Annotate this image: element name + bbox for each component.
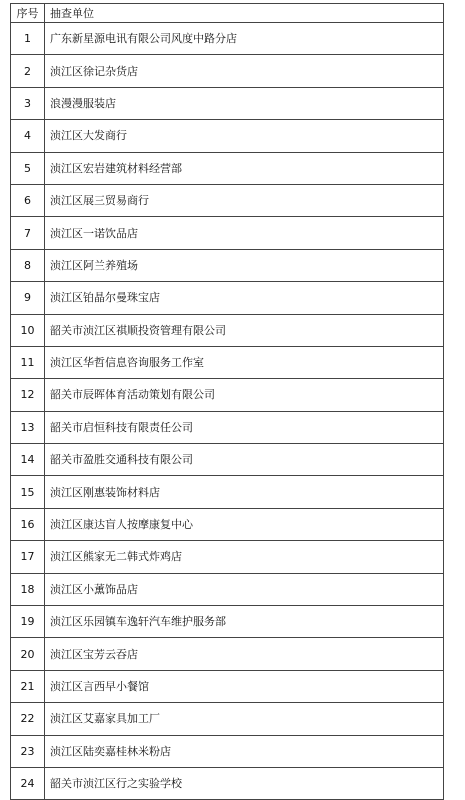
serial-number-cell: 1 (11, 23, 45, 55)
inspected-unit-cell: 浈江区刚惠装饰材料店 (45, 476, 444, 508)
serial-number-cell: 13 (11, 411, 45, 443)
serial-number-cell: 22 (11, 703, 45, 735)
inspected-unit-cell: 浈江区艾嘉家具加工厂 (45, 703, 444, 735)
table-row (11, 541, 444, 573)
table-row (11, 152, 444, 184)
table-row (11, 379, 444, 411)
serial-number-cell: 14 (11, 444, 45, 476)
inspected-unit-cell: 韶关市启恒科技有限责任公司 (45, 411, 444, 443)
table-row (11, 573, 444, 605)
serial-number-cell: 9 (11, 282, 45, 314)
inspected-unit-cell: 浈江区一诺饮品店 (45, 217, 444, 249)
serial-number-cell: 15 (11, 476, 45, 508)
serial-number-cell: 3 (11, 87, 45, 119)
table-row (11, 411, 444, 443)
serial-number-cell: 10 (11, 314, 45, 346)
serial-number-cell: 11 (11, 346, 45, 378)
table-row (11, 444, 444, 476)
table-row (11, 249, 444, 281)
inspected-unit-cell: 浈江区阿兰养殖场 (45, 249, 444, 281)
serial-number-cell: 5 (11, 152, 45, 184)
serial-number-cell: 23 (11, 735, 45, 767)
inspected-unit-cell: 浈江区陆奕嘉桂林米粉店 (45, 735, 444, 767)
table-row (11, 314, 444, 346)
table-header-row (11, 4, 444, 23)
table-row (11, 217, 444, 249)
table-row (11, 120, 444, 152)
inspected-unit-cell: 浈江区华哲信息咨询服务工作室 (45, 346, 444, 378)
serial-number-cell: 24 (11, 767, 45, 799)
header-serial-number: 序号 (11, 4, 45, 23)
table-row (11, 638, 444, 670)
serial-number-cell: 18 (11, 573, 45, 605)
serial-number-cell: 12 (11, 379, 45, 411)
inspection-table (10, 3, 444, 800)
inspected-unit-cell: 浈江区康达盲人按摩康复中心 (45, 508, 444, 540)
serial-number-cell: 20 (11, 638, 45, 670)
inspected-unit-cell: 浈江区展三贸易商行 (45, 184, 444, 216)
inspected-unit-cell: 韶关市辰晖体育活动策划有限公司 (45, 379, 444, 411)
inspected-unit-cell: 浈江区熊家无二韩式炸鸡店 (45, 541, 444, 573)
table-row (11, 282, 444, 314)
inspected-unit-cell: 浈江区小薰饰品店 (45, 573, 444, 605)
serial-number-cell: 6 (11, 184, 45, 216)
table-row (11, 55, 444, 87)
table-body (11, 23, 444, 800)
table-row (11, 670, 444, 702)
inspected-unit-cell: 浈江区乐园镇车逸轩汽车维护服务部 (45, 606, 444, 638)
serial-number-cell: 4 (11, 120, 45, 152)
serial-number-cell: 16 (11, 508, 45, 540)
table-row (11, 767, 444, 799)
inspected-unit-cell: 韶关市盈胜交通科技有限公司 (45, 444, 444, 476)
serial-number-cell: 21 (11, 670, 45, 702)
inspected-unit-cell: 浈江区铂晶尔曼珠宝店 (45, 282, 444, 314)
serial-number-cell: 2 (11, 55, 45, 87)
inspected-unit-cell: 韶关市浈江区行之实验学校 (45, 767, 444, 799)
inspected-unit-cell: 浪漫漫服装店 (45, 87, 444, 119)
table-row (11, 606, 444, 638)
serial-number-cell: 7 (11, 217, 45, 249)
serial-number-cell: 17 (11, 541, 45, 573)
inspected-unit-cell: 浈江区言西早小餐馆 (45, 670, 444, 702)
inspected-unit-cell: 浈江区大发商行 (45, 120, 444, 152)
table-row (11, 508, 444, 540)
table-row (11, 23, 444, 55)
table-row (11, 346, 444, 378)
serial-number-cell: 19 (11, 606, 45, 638)
inspected-unit-cell: 浈江区徐记杂货店 (45, 55, 444, 87)
inspected-unit-cell: 浈江区宏岩建筑材料经营部 (45, 152, 444, 184)
table-row (11, 184, 444, 216)
inspected-unit-cell: 韶关市浈江区祺顺投资管理有限公司 (45, 314, 444, 346)
table-row (11, 476, 444, 508)
table-row (11, 735, 444, 767)
table-row (11, 87, 444, 119)
header-inspected-unit: 抽查单位 (45, 4, 444, 23)
serial-number-cell: 8 (11, 249, 45, 281)
table-row (11, 703, 444, 735)
inspected-unit-cell: 广东新星源电讯有限公司风度中路分店 (45, 23, 444, 55)
inspected-unit-cell: 浈江区宝芳云吞店 (45, 638, 444, 670)
